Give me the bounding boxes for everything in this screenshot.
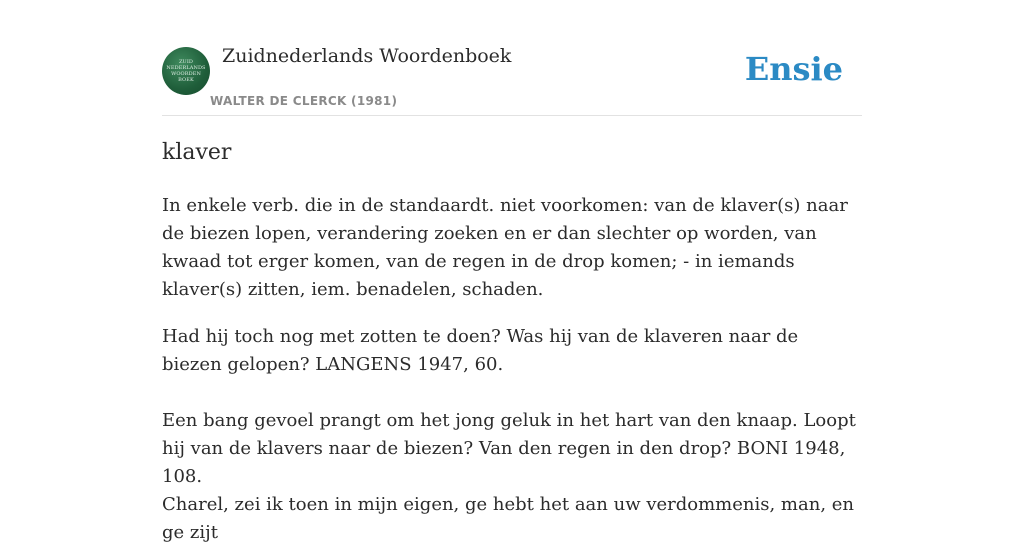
page-container [162, 0, 862, 543]
page-header [162, 0, 862, 116]
logo-line: ZUID [178, 59, 194, 65]
entry-definition: In enkele verb. die in de standaardt. niet voorkomen: van de klaver(s) naar de biezen lopen, verandering zoeken en er dan slechter op worden, van kwaad tot erger komen, van de regen in de drop komen; - in iemands klaver(s) zitten, iem. benadelen, schaden. [162, 195, 848, 300]
entry-quote: Charel, zei ik toen in mijn eigen, ge hebt het aan uw verdommenis, man, en ge zijt [162, 494, 855, 543]
dictionary-title-link[interactable]: Zuidnederlands Woordenboek [222, 45, 512, 67]
entry-quote: Had hij toch nog met zotten te doen? Was hij van de klaveren naar de biezen gelopen? LANGENS 1947, 60. [162, 326, 799, 375]
dictionary-logo[interactable] [162, 47, 210, 95]
logo-line: WOORDEN [171, 71, 201, 77]
dictionary-author: WALTER DE CLERCK (1981) [210, 94, 398, 108]
entry-headword: klaver [162, 140, 232, 165]
entry-quote: Een bang gevoel prangt om het jong geluk in het hart van den knaap. Loopt hij van de klavers naar de biezen? Van den regen in den drop? BONI 1948, 108. [162, 410, 856, 487]
logo-line: BOEK [178, 77, 194, 83]
ensie-brand-link[interactable]: Ensie [744, 50, 843, 88]
logo-line: NEDERLANDS [166, 65, 206, 71]
